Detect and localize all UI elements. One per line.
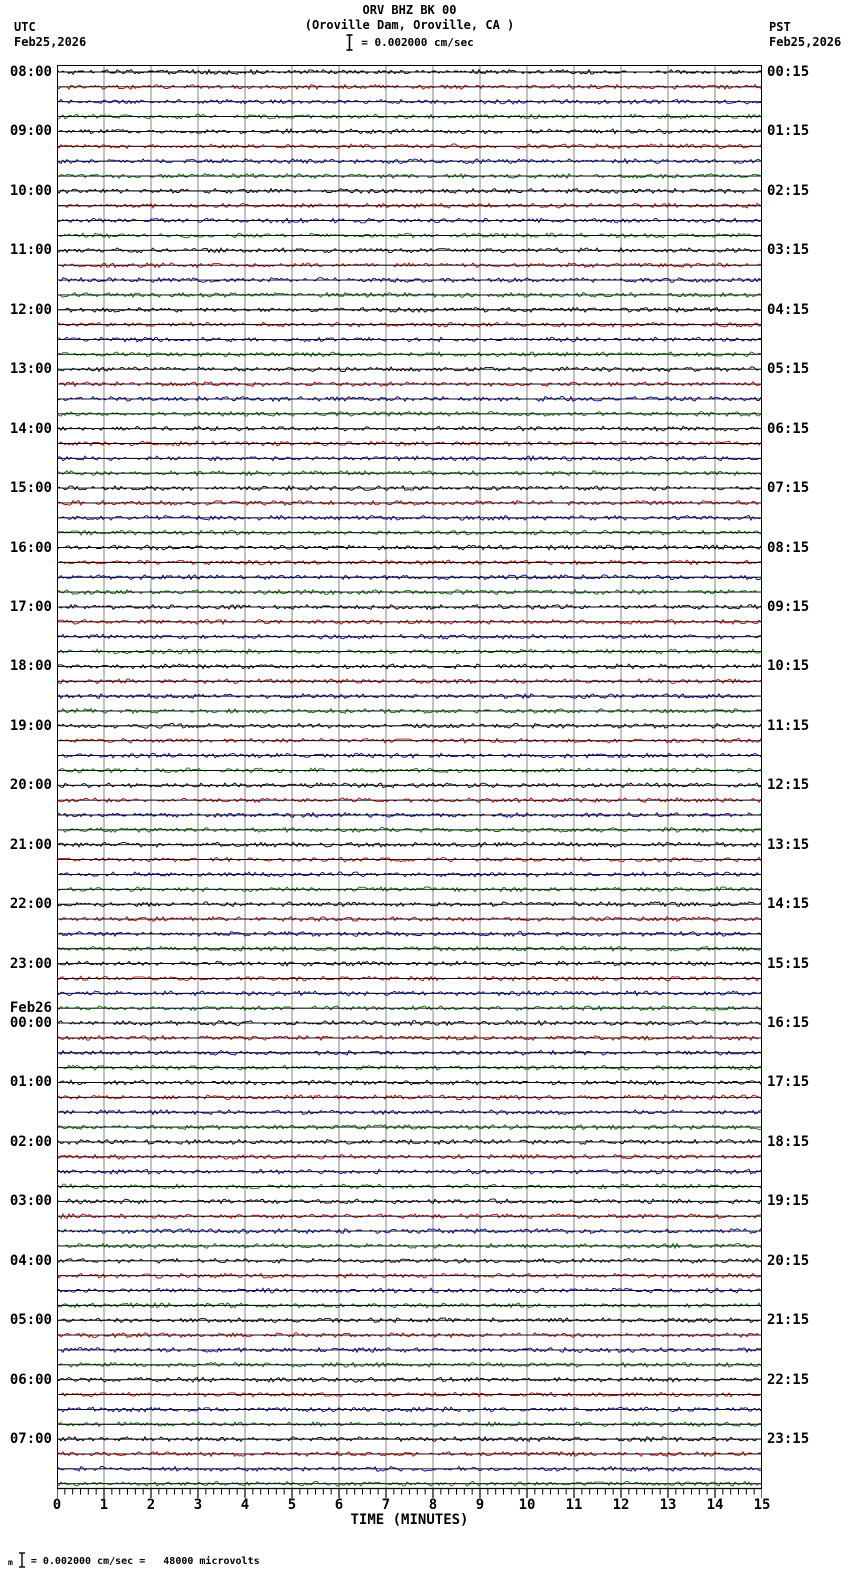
pst-hour-label: 17:15 xyxy=(767,1074,810,1091)
pst-hour-label: 04:15 xyxy=(767,301,810,318)
utc-hour-label: 19:00 xyxy=(9,717,52,734)
x-axis-tick-label: 13 xyxy=(659,1497,677,1513)
page-subtitle: (Oroville Dam, Oroville, CA ) xyxy=(304,18,515,32)
utc-hour-label: 03:00 xyxy=(9,1193,52,1210)
scale-ibeam-icon xyxy=(345,34,354,51)
pst-hour-label: 00:15 xyxy=(767,64,810,80)
utc-hour-label: 09:00 xyxy=(9,123,52,140)
utc-hour-label: 06:00 xyxy=(9,1371,52,1388)
pst-hour-label: 14:15 xyxy=(767,896,810,913)
footer-scale-marker: m xyxy=(8,1558,13,1567)
utc-hour-label: 23:00 xyxy=(9,955,52,972)
pst-hour-label: 05:15 xyxy=(767,361,810,378)
x-axis-tick-label: 14 xyxy=(706,1497,724,1513)
scale-label: = 0.002000 cm/sec xyxy=(361,36,474,49)
utc-hour-label: 14:00 xyxy=(9,420,52,437)
utc-hour-label: 07:00 xyxy=(9,1431,52,1448)
footer-scale-note: = 0.002000 cm/sec = 48000 microvolts xyxy=(30,1556,260,1567)
left-date-label: Feb25,2026 xyxy=(14,35,87,49)
amplitude-scale-row xyxy=(57,34,762,51)
x-axis-tick-label: 3 xyxy=(193,1497,203,1513)
utc-hour-label: 02:00 xyxy=(9,1133,52,1150)
right-timezone-block xyxy=(769,20,841,50)
pst-hour-label: 22:15 xyxy=(767,1371,810,1388)
utc-hour-label: 04:00 xyxy=(9,1252,52,1269)
pst-hour-label: 18:15 xyxy=(767,1133,810,1150)
pst-hour-label: 23:15 xyxy=(767,1431,810,1448)
x-axis-tick-label: 5 xyxy=(287,1497,297,1513)
helicorder-plot xyxy=(57,65,762,1499)
pst-hour-label: 08:15 xyxy=(767,539,810,556)
utc-hour-label: 05:00 xyxy=(9,1312,52,1329)
utc-hour-label: 22:00 xyxy=(9,896,52,913)
pst-hour-label: 09:15 xyxy=(767,598,810,615)
pst-hour-label: 10:15 xyxy=(767,658,810,675)
x-axis-tick-label: 7 xyxy=(381,1497,391,1513)
pst-hour-label: 20:15 xyxy=(767,1252,810,1269)
x-axis-tick-label: 12 xyxy=(612,1497,630,1513)
x-axis-tick-label: 0 xyxy=(52,1497,62,1513)
utc-hour-label: 18:00 xyxy=(9,658,52,675)
pst-hour-label: 03:15 xyxy=(767,242,810,259)
x-axis-tick-label: 11 xyxy=(565,1497,583,1513)
pst-hour-label: 01:15 xyxy=(767,123,810,140)
pst-hour-label: 07:15 xyxy=(767,480,810,497)
pst-hour-label: 19:15 xyxy=(767,1193,810,1210)
x-axis-tick-label: 2 xyxy=(146,1497,156,1513)
utc-hour-label: 00:00 xyxy=(9,1015,52,1032)
x-axis-tick-label: 10 xyxy=(518,1497,536,1513)
footer-ibeam-icon xyxy=(18,1552,26,1568)
pst-hour-label: 21:15 xyxy=(767,1312,810,1329)
utc-hour-label: 17:00 xyxy=(9,598,52,615)
utc-hour-label: 08:00 xyxy=(9,64,52,80)
utc-hour-label: 11:00 xyxy=(9,242,52,259)
date-change-label: Feb26 xyxy=(9,1000,52,1017)
x-axis-tick-label: 8 xyxy=(428,1497,438,1513)
pst-hour-label: 11:15 xyxy=(767,717,810,734)
x-axis-tick-label: 15 xyxy=(753,1497,771,1513)
x-axis-tick-label: 6 xyxy=(334,1497,344,1513)
utc-hour-label: 01:00 xyxy=(9,1074,52,1091)
utc-hour-label: 12:00 xyxy=(9,301,52,318)
pst-hour-label: 13:15 xyxy=(767,836,810,853)
utc-hour-label: 15:00 xyxy=(9,480,52,497)
utc-hour-label: 16:00 xyxy=(9,539,52,556)
x-axis-tick-label: 4 xyxy=(240,1497,250,1513)
pst-hour-label: 06:15 xyxy=(767,420,810,437)
utc-hour-label: 20:00 xyxy=(9,777,52,794)
page-title: ORV BHZ BK 00 xyxy=(362,3,457,17)
pst-hour-label: 16:15 xyxy=(767,1015,810,1032)
pst-hour-label: 02:15 xyxy=(767,182,810,199)
utc-hour-label: 21:00 xyxy=(9,836,52,853)
pst-hour-label: 15:15 xyxy=(767,955,810,972)
x-axis-tick-label: 9 xyxy=(475,1497,485,1513)
right-date-label: Feb25,2026 xyxy=(769,35,842,49)
footer-scale-note-row xyxy=(8,1552,260,1568)
right-timezone-label: PST xyxy=(769,20,791,34)
utc-hour-label: 13:00 xyxy=(9,361,52,378)
x-axis-tick-label: 1 xyxy=(99,1497,109,1513)
x-axis-title: TIME (MINUTES) xyxy=(350,1512,469,1528)
left-timezone-label: UTC xyxy=(14,20,36,34)
pst-hour-label: 12:15 xyxy=(767,777,810,794)
utc-hour-label: 10:00 xyxy=(9,182,52,199)
